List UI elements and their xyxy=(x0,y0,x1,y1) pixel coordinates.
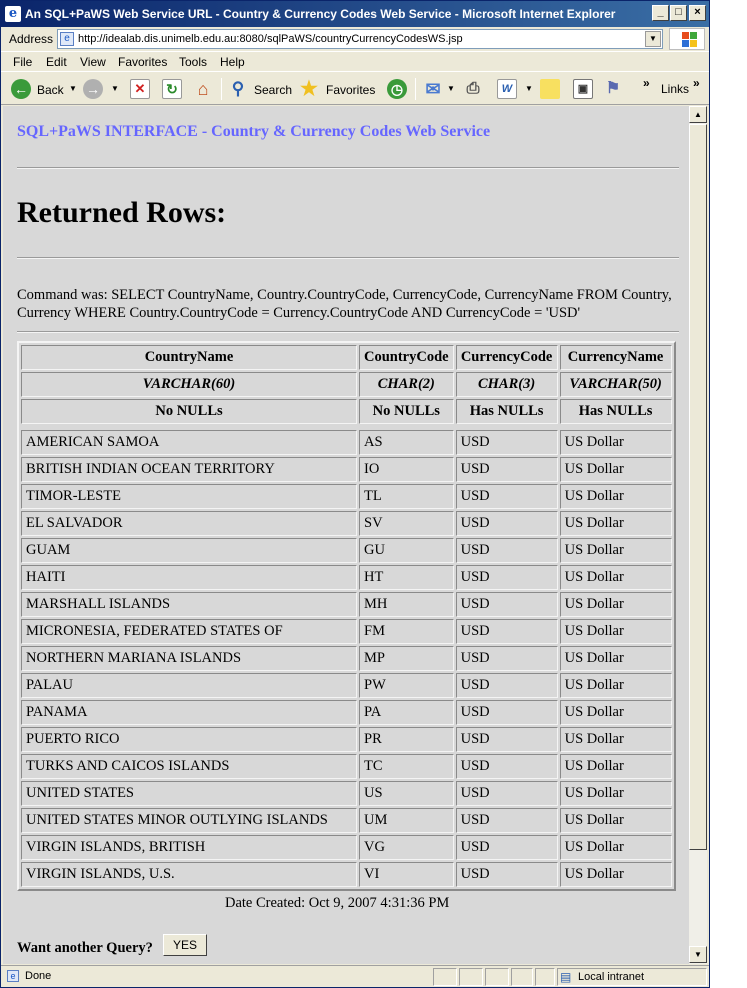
note-icon xyxy=(540,79,560,99)
table-cell: US Dollar xyxy=(560,619,672,644)
table-row xyxy=(21,457,672,482)
column-header: CountryCode xyxy=(359,345,454,370)
column-type: CHAR(3) xyxy=(456,372,558,397)
table-row xyxy=(21,619,672,644)
table-cell: GUAM xyxy=(21,538,357,563)
table-cell: TIMOR-LESTE xyxy=(21,484,357,509)
table-cell: USD xyxy=(456,430,558,455)
table-cell: TURKS AND CAICOS ISLANDS xyxy=(21,754,357,779)
menu-tools[interactable]: Tools xyxy=(179,55,208,69)
word-icon: W xyxy=(497,79,517,99)
menu-view[interactable]: View xyxy=(80,55,106,69)
table-cell: US Dollar xyxy=(560,538,672,563)
table-cell: AS xyxy=(359,430,454,455)
menu-edit[interactable]: Edit xyxy=(46,55,67,69)
table-cell: US Dollar xyxy=(560,862,672,887)
table-row xyxy=(21,646,672,671)
column-type: VARCHAR(60) xyxy=(21,372,357,397)
table-row xyxy=(21,835,672,860)
table-cell: AMERICAN SAMOA xyxy=(21,430,357,455)
close-button[interactable]: × xyxy=(689,5,706,21)
page-content xyxy=(3,106,689,964)
status-cell xyxy=(433,968,457,986)
table-cell: USD xyxy=(456,511,558,536)
star-icon: ★ xyxy=(300,78,318,100)
search-button[interactable]: ⚲ Search xyxy=(226,76,292,102)
status-cell xyxy=(459,968,483,986)
table-row xyxy=(21,673,672,698)
table-cell: USD xyxy=(456,565,558,590)
table-row xyxy=(21,430,672,455)
column-nulls: Has NULLs xyxy=(456,399,558,424)
vertical-scrollbar[interactable] xyxy=(689,106,707,964)
toolbar-separator xyxy=(221,78,222,100)
menu-file[interactable]: File xyxy=(13,55,33,69)
maximize-button[interactable]: □ xyxy=(670,5,687,21)
menu-favorites[interactable]: Favorites xyxy=(118,55,168,69)
table-cell: SV xyxy=(359,511,454,536)
table-cell: UNITED STATES xyxy=(21,781,357,806)
table-cell: MICRONESIA, FEDERATED STATES OF xyxy=(21,619,357,644)
chevron-down-icon[interactable]: ▼ xyxy=(111,84,119,93)
table-cell: USD xyxy=(456,484,558,509)
table-cell: US Dollar xyxy=(560,835,672,860)
table-cell: US Dollar xyxy=(560,754,672,779)
stop-icon: ✕ xyxy=(130,79,150,99)
toolbar-overflow-icon[interactable]: » xyxy=(643,76,650,90)
table-cell: VG xyxy=(359,835,454,860)
links-overflow-icon[interactable]: » xyxy=(693,76,700,90)
table-row xyxy=(21,484,672,509)
table-cell: USD xyxy=(456,619,558,644)
toolbar xyxy=(1,71,709,105)
table-row xyxy=(21,538,672,563)
table-cell: FM xyxy=(359,619,454,644)
table-cell: VIRGIN ISLANDS, BRITISH xyxy=(21,835,357,860)
table-cell: MP xyxy=(359,646,454,671)
table-cell: US Dollar xyxy=(560,457,672,482)
divider xyxy=(17,167,679,169)
mail-button[interactable] xyxy=(421,76,457,102)
title-bar xyxy=(1,1,709,27)
table-cell: EL SALVADOR xyxy=(21,511,357,536)
column-name-row xyxy=(21,345,672,370)
scroll-thumb[interactable] xyxy=(689,124,707,850)
zone-text: Local intranet xyxy=(578,971,645,983)
page-heading: Returned Rows: xyxy=(17,196,227,229)
print-button[interactable] xyxy=(461,76,485,102)
ie-icon: e xyxy=(5,6,21,22)
research-button[interactable] xyxy=(571,76,595,102)
table-cell: PA xyxy=(359,700,454,725)
table-cell: US Dollar xyxy=(560,727,672,752)
table-cell: US Dollar xyxy=(560,511,672,536)
home-icon: ⌂ xyxy=(197,79,209,99)
date-created: Date Created: Oct 9, 2007 4:31:36 PM xyxy=(225,895,450,911)
divider xyxy=(17,331,679,333)
address-bar xyxy=(1,27,709,51)
table-cell: PANAMA xyxy=(21,700,357,725)
page-done-icon: e xyxy=(7,970,19,982)
scroll-up-button[interactable]: ▲ xyxy=(689,106,707,123)
menu-bar xyxy=(1,51,709,71)
table-cell: USD xyxy=(456,754,558,779)
table-cell: VI xyxy=(359,862,454,887)
forward-button[interactable] xyxy=(81,76,121,102)
refresh-button[interactable] xyxy=(160,76,184,102)
table-row xyxy=(21,754,672,779)
table-cell: PUERTO RICO xyxy=(21,727,357,752)
table-cell: TC xyxy=(359,754,454,779)
edit-button[interactable] xyxy=(495,76,535,102)
command-text: Command was: SELECT CountryName, Country.CountryCode, CurrencyCode, CurrencyName FROM Country, Currency WHERE Country.CountryCode = Currency.CountryCode AND CurrencyCode = 'USD' xyxy=(17,287,672,321)
forward-arrow-icon: → xyxy=(83,79,103,99)
mail-icon: ✉ xyxy=(425,79,441,99)
column-header: CurrencyName xyxy=(560,345,672,370)
table-cell: USD xyxy=(456,646,558,671)
table-cell: HT xyxy=(359,565,454,590)
column-header: CountryName xyxy=(21,345,357,370)
windows-logo-icon xyxy=(669,28,705,50)
yes-button[interactable]: YES xyxy=(163,934,207,956)
table-cell: BRITISH INDIAN OCEAN TERRITORY xyxy=(21,457,357,482)
status-text: Done xyxy=(25,970,52,982)
another-query-label: Want another Query? xyxy=(17,940,153,956)
refresh-icon: ↻ xyxy=(162,79,182,99)
table-cell: GU xyxy=(359,538,454,563)
status-bar xyxy=(1,965,709,987)
table-cell: IO xyxy=(359,457,454,482)
table-cell: USD xyxy=(456,457,558,482)
header-gap xyxy=(21,426,672,428)
table-cell: USD xyxy=(456,538,558,563)
table-cell: US Dollar xyxy=(560,565,672,590)
table-cell: TL xyxy=(359,484,454,509)
status-cell xyxy=(511,968,533,986)
table-cell: USD xyxy=(456,781,558,806)
scroll-down-button[interactable]: ▼ xyxy=(689,946,707,963)
table-cell: USD xyxy=(456,592,558,617)
table-cell: US Dollar xyxy=(560,781,672,806)
table-row xyxy=(21,862,672,887)
intranet-icon: ▤ xyxy=(560,970,572,984)
table-cell: US Dollar xyxy=(560,592,672,617)
service-title: SQL+PaWS INTERFACE - Country & Currency Codes Web Service xyxy=(17,123,491,140)
address-input[interactable] xyxy=(57,29,663,49)
table-cell: PR xyxy=(359,727,454,752)
links-label[interactable]: Links xyxy=(661,82,690,96)
status-cell xyxy=(485,968,509,986)
table-cell: MARSHALL ISLANDS xyxy=(21,592,357,617)
column-nulls-row xyxy=(21,399,672,424)
table-cell: PALAU xyxy=(21,673,357,698)
table-row xyxy=(21,781,672,806)
table-cell: MH xyxy=(359,592,454,617)
column-header: CurrencyCode xyxy=(456,345,558,370)
zone-cell xyxy=(557,968,707,986)
status-cell xyxy=(535,968,555,986)
table-row xyxy=(21,592,672,617)
table-cell: VIRGIN ISLANDS, U.S. xyxy=(21,862,357,887)
table-cell: USD xyxy=(456,808,558,833)
messenger-button[interactable] xyxy=(601,76,625,102)
discuss-button[interactable] xyxy=(538,76,562,102)
results-table xyxy=(17,341,676,891)
table-cell: USD xyxy=(456,673,558,698)
search-icon: ⚲ xyxy=(231,79,245,98)
divider xyxy=(17,257,679,259)
table-cell: UM xyxy=(359,808,454,833)
table-row xyxy=(21,565,672,590)
column-nulls: No NULLs xyxy=(359,399,454,424)
print-icon: ⎙ xyxy=(466,80,480,97)
messenger-icon: ⚑ xyxy=(605,80,621,97)
column-type-row xyxy=(21,372,672,397)
back-button[interactable]: ← Back ▼ xyxy=(9,76,79,102)
table-row xyxy=(21,727,672,752)
table-cell: USD xyxy=(456,700,558,725)
table-row xyxy=(21,700,672,725)
chevron-down-icon[interactable]: ▼ xyxy=(447,84,455,93)
table-cell: US Dollar xyxy=(560,430,672,455)
home-button[interactable] xyxy=(191,76,215,102)
table-cell: NORTHERN MARIANA ISLANDS xyxy=(21,646,357,671)
column-type: VARCHAR(50) xyxy=(560,372,672,397)
table-cell: USD xyxy=(456,727,558,752)
table-cell: US Dollar xyxy=(560,808,672,833)
table-cell: PW xyxy=(359,673,454,698)
window-title: An SQL+PaWS Web Service URL - Country & Currency Codes Web Service - Microsoft Internet Explorer xyxy=(25,7,616,21)
history-button[interactable] xyxy=(385,76,409,102)
stop-button[interactable] xyxy=(128,76,152,102)
column-type: CHAR(2) xyxy=(359,372,454,397)
table-row xyxy=(21,511,672,536)
page-icon: e xyxy=(60,32,74,46)
column-nulls: Has NULLs xyxy=(560,399,672,424)
table-cell: US Dollar xyxy=(560,484,672,509)
table-cell: US Dollar xyxy=(560,700,672,725)
chevron-down-icon[interactable]: ▼ xyxy=(525,84,533,93)
table-cell: US Dollar xyxy=(560,673,672,698)
column-nulls: No NULLs xyxy=(21,399,357,424)
table-cell: USD xyxy=(456,862,558,887)
research-icon: ▣ xyxy=(573,79,593,99)
chevron-down-icon[interactable]: ▼ xyxy=(69,84,77,93)
table-cell: HAITI xyxy=(21,565,357,590)
address-url: http://idealab.dis.unimelb.edu.au:8080/sqlPaWS/countryCurrencyCodesWS.jsp xyxy=(78,33,463,45)
table-row xyxy=(21,808,672,833)
table-cell: US Dollar xyxy=(560,646,672,671)
table-cell: UNITED STATES MINOR OUTLYING ISLANDS xyxy=(21,808,357,833)
table-cell: USD xyxy=(456,835,558,860)
chevron-down-icon[interactable]: ▼ xyxy=(645,31,661,47)
history-icon: ◷ xyxy=(387,79,407,99)
table-cell: US xyxy=(359,781,454,806)
minimize-button[interactable]: _ xyxy=(652,5,669,21)
toolbar-separator xyxy=(415,78,416,100)
back-arrow-icon: ← xyxy=(11,79,31,99)
address-label: Address xyxy=(9,32,54,46)
menu-help[interactable]: Help xyxy=(220,55,245,69)
favorites-button[interactable]: ★ Favorites xyxy=(300,78,376,100)
